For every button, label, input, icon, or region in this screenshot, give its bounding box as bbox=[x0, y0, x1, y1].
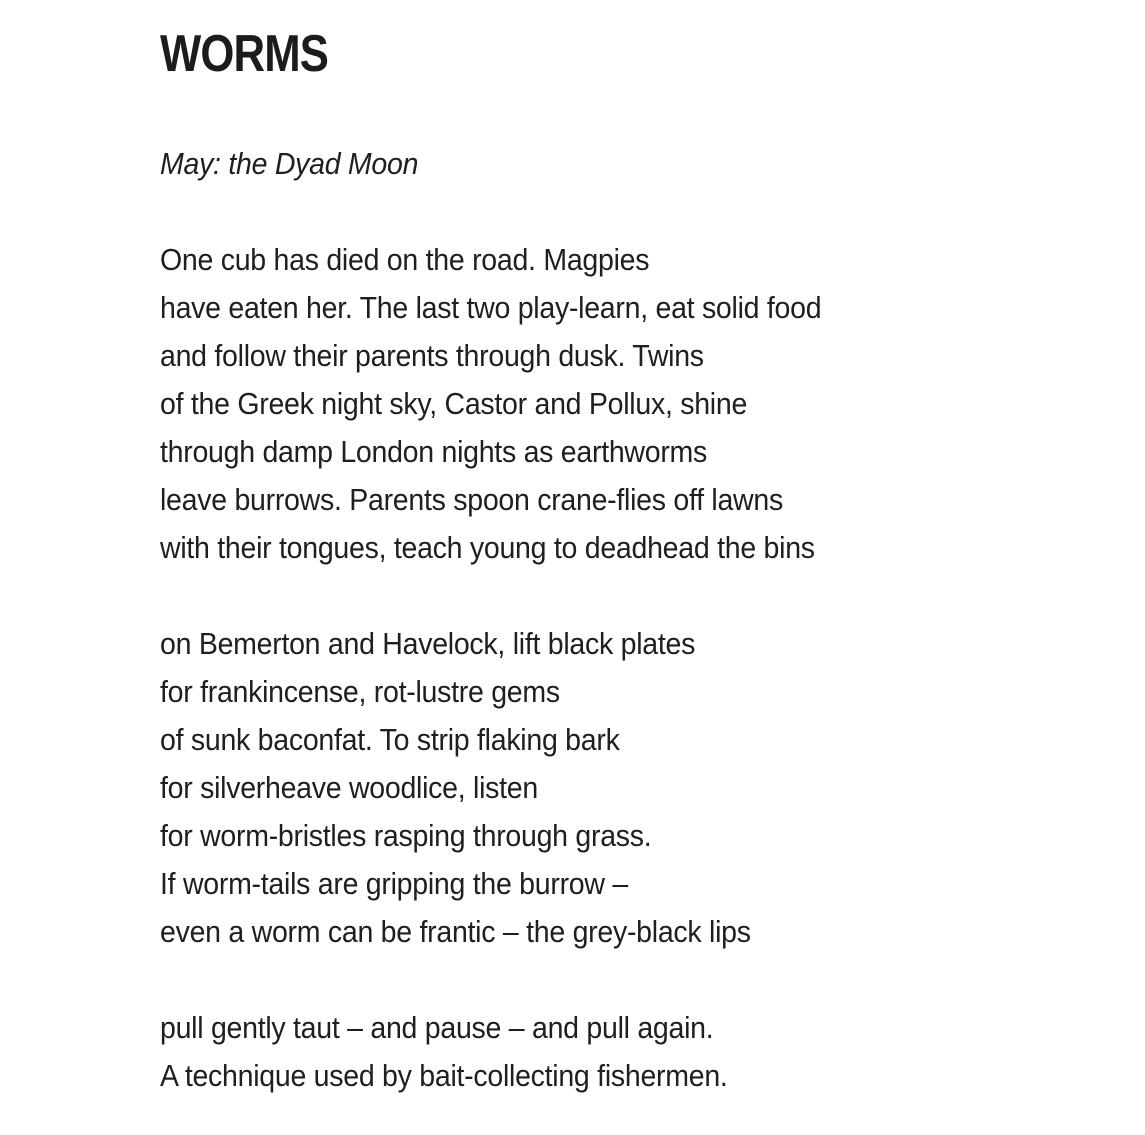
poem-line: on Bemerton and Havelock, lift black plates bbox=[160, 626, 696, 661]
poem-line: for silverheave woodlice, listen bbox=[160, 770, 538, 805]
poem-line: and follow their parents through dusk. Twins bbox=[160, 338, 704, 373]
poem-line: One cub has died on the road. Magpies bbox=[160, 242, 650, 277]
poem-line: for frankincense, rot-lustre gems bbox=[160, 674, 560, 709]
stanza-2 bbox=[160, 620, 1100, 956]
poem-line: If worm-tails are gripping the burrow – bbox=[160, 866, 628, 901]
poem-line: pull gently taut – and pause – and pull again. bbox=[160, 1010, 714, 1045]
stanza-3 bbox=[160, 1004, 1100, 1100]
poem-line: through damp London nights as earthworms bbox=[160, 434, 708, 469]
poem-line: leave burrows. Parents spoon crane-flies off lawns bbox=[160, 482, 783, 517]
poem-line: for worm-bristles rasping through grass. bbox=[160, 818, 652, 853]
poem-line: have eaten her. The last two play-learn, eat solid food bbox=[160, 290, 822, 325]
poem-line: with their tongues, teach young to deadhead the bins bbox=[160, 530, 815, 565]
poem-line: A technique used by bait-collecting fishermen. bbox=[160, 1058, 728, 1093]
poem-title: WORMS bbox=[160, 25, 329, 83]
stanza-1 bbox=[160, 236, 1100, 572]
poem-line: of the Greek night sky, Castor and Pollux, shine bbox=[160, 386, 748, 421]
poem-line: even a worm can be frantic – the grey-black lips bbox=[160, 914, 751, 949]
poem-line: of sunk baconfat. To strip flaking bark bbox=[160, 722, 620, 757]
poem bbox=[160, 22, 1100, 1100]
poem-subtitle: May: the Dyad Moon bbox=[160, 146, 419, 181]
